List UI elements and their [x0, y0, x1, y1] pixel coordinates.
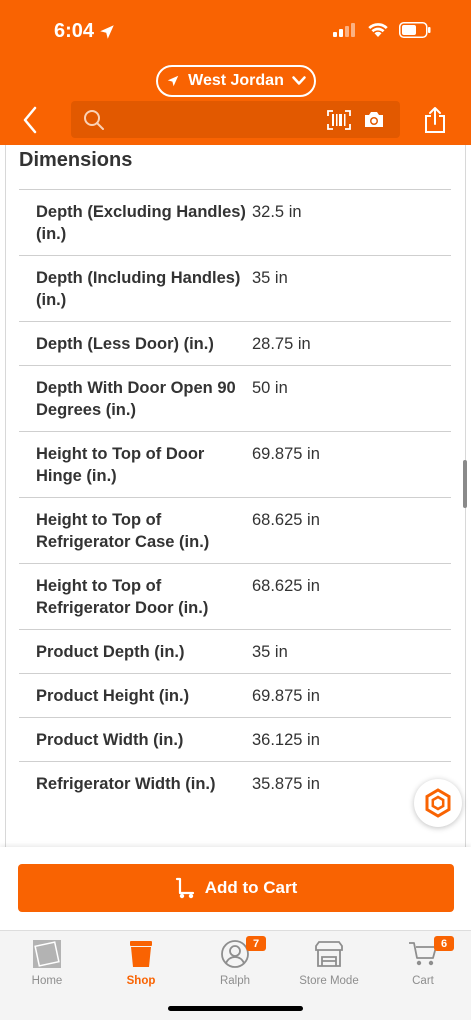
status-bar [0, 0, 471, 60]
spec-label: Height to Top of Refrigerator Door (in.) [19, 564, 252, 630]
search-input[interactable] [113, 107, 313, 132]
spec-row [19, 674, 451, 718]
spec-value: 68.625 in [252, 498, 451, 564]
tab-ralph-label: Ralph [219, 975, 251, 987]
spec-label: Product Width (in.) [19, 718, 252, 762]
spec-value: 35 in [252, 630, 451, 674]
store-location-selector[interactable] [156, 65, 316, 97]
spec-label: Depth (Less Door) (in.) [19, 322, 252, 366]
home-indicator [168, 1006, 303, 1011]
ralph-badge: 7 [246, 936, 266, 951]
spec-label: Product Height (in.) [19, 674, 252, 718]
spec-row [19, 762, 451, 806]
wifi-icon [367, 22, 389, 38]
spec-label: Height to Top of Door Hinge (in.) [19, 432, 252, 498]
spec-label: Height to Top of Refrigerator Case (in.) [19, 498, 252, 564]
chevron-left-icon [22, 106, 38, 134]
tab-ralph[interactable] [188, 937, 282, 987]
barcode-scan-icon[interactable] [327, 110, 351, 130]
spec-value: 35 in [252, 256, 451, 322]
spec-label: Product Depth (in.) [19, 630, 252, 674]
location-arrow-icon [166, 74, 180, 88]
spec-value: 68.625 in [252, 564, 451, 630]
chevron-down-icon [292, 76, 306, 86]
spec-label: Depth (Including Handles) (in.) [19, 256, 252, 322]
bucket-icon [128, 939, 154, 969]
spec-row [19, 498, 451, 564]
spec-row [19, 630, 451, 674]
app-header [0, 0, 471, 145]
spec-value: 35.875 in [252, 762, 451, 806]
add-to-cart-bar [0, 847, 471, 930]
tab-shop[interactable] [94, 937, 188, 987]
spec-row [19, 190, 451, 256]
tab-store-mode-label: Store Mode [299, 975, 359, 987]
tab-cart-label: Cart [412, 975, 434, 987]
spec-value: 50 in [252, 366, 451, 432]
scrollbar[interactable] [463, 460, 467, 508]
spec-value: 69.875 in [252, 432, 451, 498]
add-to-cart-button[interactable] [18, 864, 454, 912]
spec-row [19, 256, 451, 322]
location-arrow-icon [98, 23, 116, 41]
store-location-label: West Jordan [188, 72, 284, 89]
spec-label: Depth With Door Open 90 Degrees (in.) [19, 366, 252, 432]
spec-value: 69.875 in [252, 674, 451, 718]
spec-value: 36.125 in [252, 718, 451, 762]
product-specifications [0, 145, 471, 847]
spec-label: Depth (Excluding Handles) (in.) [19, 190, 252, 256]
status-icons [333, 22, 431, 38]
dolly-icon [175, 877, 195, 899]
dimensions-table [19, 189, 451, 805]
cart-badge: 6 [434, 936, 454, 951]
tab-cart[interactable] [376, 937, 470, 987]
battery-icon [399, 22, 431, 38]
spec-row [19, 718, 451, 762]
tab-shop-label: Shop [126, 975, 156, 987]
chat-assistant-button[interactable] [414, 779, 462, 827]
spec-row [19, 564, 451, 630]
tab-home[interactable] [0, 937, 94, 987]
search-bar[interactable] [71, 101, 400, 138]
spec-row [19, 432, 451, 498]
spec-row [19, 366, 451, 432]
store-icon [313, 940, 345, 968]
spec-row [19, 322, 451, 366]
section-title: Dimensions [19, 149, 133, 171]
share-icon [424, 106, 446, 134]
home-depot-logo-icon [32, 939, 62, 969]
share-button[interactable] [424, 106, 446, 139]
spec-label: Refrigerator Width (in.) [19, 762, 252, 806]
back-button[interactable] [22, 106, 46, 134]
signal-icon [333, 23, 357, 37]
camera-icon[interactable] [363, 110, 385, 129]
spec-value: 32.5 in [252, 190, 451, 256]
status-time: 6:04 [54, 20, 116, 43]
search-icon [83, 109, 105, 131]
hexagon-chat-icon [423, 788, 453, 818]
tab-home-label: Home [31, 975, 63, 987]
spec-value: 28.75 in [252, 322, 451, 366]
add-to-cart-label: Add to Cart [204, 878, 298, 897]
tab-store-mode[interactable] [282, 937, 376, 987]
